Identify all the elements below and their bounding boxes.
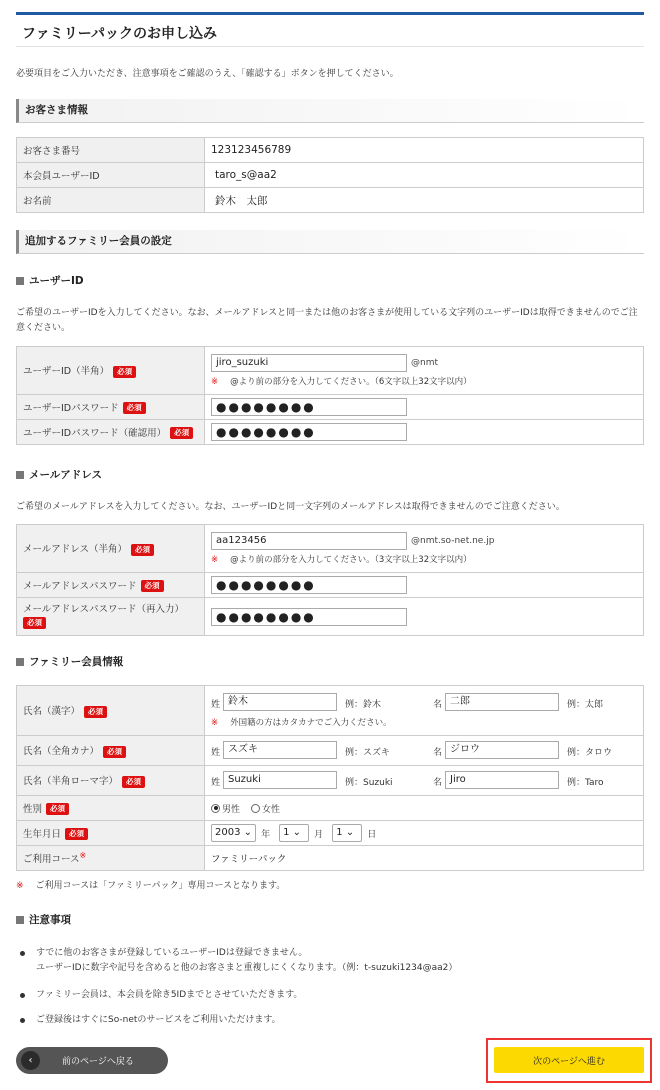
userid-domain-suffix: @nmt — [411, 358, 438, 368]
name-kanji-sei-example: 例：鈴木 — [345, 700, 382, 710]
notice-list — [20, 1013, 640, 1028]
notice-list — [20, 946, 640, 976]
table-row — [17, 420, 644, 445]
page-header — [16, 12, 644, 48]
chevron-down-icon: ⌄ — [292, 827, 302, 838]
birth-year-value: 2003 — [215, 827, 241, 838]
notice-item-1: すでに他のお客さまが登録しているユーザーIDは登録できません。 — [36, 948, 308, 958]
gender-male-label[interactable]: 男性 — [222, 804, 241, 815]
userid-subheading-label: ユーザーID — [29, 275, 84, 287]
birth-month-unit: 月 — [314, 829, 324, 840]
userid-value-cell — [205, 347, 644, 395]
table-row — [17, 163, 644, 188]
gender-female-label[interactable]: 女性 — [262, 804, 281, 815]
course-note — [16, 879, 644, 894]
mail-domain-suffix: @nmt.so-net.ne.jp — [411, 536, 495, 546]
mail-address-value-cell — [205, 525, 644, 573]
required-badge: 必須 — [103, 746, 126, 758]
table-row — [17, 573, 644, 598]
square-bullet-icon — [16, 916, 24, 924]
customer-number-label: お客さま番号 — [17, 138, 205, 163]
birthdate-label: 生年月日 — [23, 828, 62, 840]
course-label-cell — [17, 846, 205, 871]
name-kanji-sei-input[interactable]: 鈴木 — [223, 693, 337, 711]
userid-note-text: @より前の部分を入力してください。（6文字以上32文字以内） — [230, 377, 472, 387]
customer-name-value: 鈴木 太郎 — [205, 188, 644, 213]
header-divider — [16, 46, 644, 47]
userid-label-cell — [17, 347, 205, 395]
list-item — [20, 1013, 640, 1028]
mail-password-cell — [205, 573, 644, 598]
table-row — [17, 347, 644, 395]
customer-number-value: 123123456789 — [205, 138, 644, 163]
required-badge: 必須 — [65, 828, 88, 840]
gender-cell — [205, 796, 644, 821]
required-badge: 必須 — [141, 580, 164, 592]
table-row — [17, 188, 644, 213]
name-roman-sei-example: 例：Suzuki — [345, 777, 393, 788]
table-row — [17, 766, 644, 796]
gender-label-cell — [17, 796, 205, 821]
gender-male-radio[interactable] — [211, 804, 220, 813]
name-kanji-mei-input[interactable]: 二郎 — [445, 693, 559, 711]
section-family-heading: 追加するファミリー会員の設定 — [16, 230, 644, 254]
name-roman-mei-example: 例：Taro — [567, 777, 604, 788]
birth-day-value: 1 — [336, 827, 343, 838]
name-kanji-note-text: 外国籍の方はカタカナでご入力ください。 — [230, 718, 392, 728]
notice-list — [20, 988, 640, 1003]
userid-label: ユーザーID（半角） — [23, 366, 110, 378]
mail-password-confirm-input[interactable]: ●●●●●●●● — [211, 608, 407, 626]
name-kanji-label-cell — [17, 686, 205, 736]
userid-input[interactable]: jiro_suzuki — [211, 354, 407, 372]
sei-label: 姓 — [211, 747, 221, 758]
table-row — [17, 736, 644, 766]
name-kana-sei-example: 例：スズキ — [345, 747, 391, 758]
birth-month-value: 1 — [283, 827, 290, 838]
mail-address-label-cell — [17, 525, 205, 573]
required-badge: 必須 — [113, 366, 136, 378]
userid-password-label: ユーザーIDパスワード — [23, 402, 119, 414]
notice-item-1-detail: ユーザーIDに数字や記号を含めると他のお客さまと重複しにくくなります。（例：t-suzuki1234@aa2） — [36, 963, 458, 973]
course-note-text: ご利用コースは「ファミリーパック」専用コースとなります。 — [35, 881, 286, 891]
name-kana-label: 氏名（全角カナ） — [23, 746, 100, 758]
course-note-mark: ※ — [79, 851, 87, 860]
mail-password-input[interactable]: ●●●●●●●● — [211, 576, 407, 594]
notice-item-2: ファミリー会員は、本会員を除き5IDまでとさせていただきます。 — [36, 990, 303, 1000]
required-badge: 必須 — [84, 706, 107, 718]
mail-password-confirm-cell — [205, 598, 644, 636]
userid-password-label-cell — [17, 395, 205, 420]
mail-note-text: @より前の部分を入力してください。（3文字以上32文字以内） — [230, 555, 472, 565]
userid-password-input[interactable]: ●●●●●●●● — [211, 398, 407, 416]
member-table — [16, 685, 644, 871]
mei-label: 名 — [433, 700, 443, 710]
gender-female-radio[interactable] — [251, 804, 260, 813]
mail-description: ご希望のメールアドレスを入力してください。なお、ユーザーIDと同一文字列のメールアドレスは取得できませんのでご注意ください。 — [16, 502, 565, 512]
sei-label: 姓 — [211, 700, 221, 710]
birth-year-select[interactable] — [211, 824, 256, 842]
table-row — [17, 138, 644, 163]
required-badge: 必須 — [123, 402, 146, 414]
userid-password-confirm-label: ユーザーIDパスワード（確認用） — [23, 427, 167, 439]
name-kanji-cell — [205, 686, 644, 736]
mail-address-label: メールアドレス（半角） — [23, 544, 128, 556]
userid-password-confirm-cell — [205, 420, 644, 445]
name-roman-mei-input[interactable]: Jiro — [445, 771, 559, 789]
name-roman-label-cell — [17, 766, 205, 796]
birth-day-unit: 日 — [367, 829, 377, 840]
name-kana-label-cell — [17, 736, 205, 766]
notice-item-3: ご登録後はすぐにSo-netのサービスをご利用いただけます。 — [36, 1015, 281, 1025]
member-subheading — [16, 654, 123, 669]
required-badge: 必須 — [131, 544, 154, 556]
table-row — [17, 525, 644, 573]
note-mark: ※ — [211, 555, 219, 565]
userid-subheading — [16, 273, 84, 288]
name-kanji-note — [211, 716, 637, 728]
name-roman-sei-input[interactable]: Suzuki — [223, 771, 337, 789]
next-button-highlight — [486, 1038, 652, 1083]
mail-note — [211, 553, 637, 565]
mail-subheading-label: メールアドレス — [29, 469, 102, 481]
table-row — [17, 821, 644, 846]
mei-label: 名 — [433, 747, 443, 758]
mail-password-label-cell — [17, 573, 205, 598]
name-kana-sei-input[interactable]: スズキ — [223, 741, 337, 759]
userid-password-cell — [205, 395, 644, 420]
square-bullet-icon — [16, 471, 24, 479]
birthdate-cell — [205, 821, 644, 846]
mail-password-confirm-label-cell — [17, 598, 205, 636]
sei-label: 姓 — [211, 777, 221, 788]
userid-description: ご希望のユーザーIDを入力してください。なお、メールアドレスと同一または他のお客さまが使用している文字列のユーザーIDは取得できませんのでご注意ください。 — [16, 308, 638, 333]
note-mark: ※ — [211, 377, 219, 387]
back-button-label: 前のページへ戻る — [62, 1057, 134, 1067]
required-badge: 必須 — [170, 427, 193, 439]
mail-table — [16, 524, 644, 636]
gender-label: 性別 — [23, 803, 43, 815]
birth-day-select[interactable] — [332, 824, 362, 842]
table-row — [17, 846, 644, 871]
chevron-down-icon: ⌄ — [243, 827, 253, 838]
note-mark: ※ — [16, 881, 24, 891]
chevron-down-icon: ⌄ — [345, 827, 355, 838]
chevron-left-icon: ‹ — [21, 1051, 40, 1070]
next-button-label: 次のページへ進む — [533, 1056, 605, 1067]
required-badge: 必須 — [23, 617, 46, 629]
name-kana-cell — [205, 736, 644, 766]
square-bullet-icon — [16, 277, 24, 285]
required-badge: 必須 — [46, 803, 69, 815]
birth-year-unit: 年 — [261, 829, 271, 840]
back-button[interactable] — [16, 1047, 168, 1074]
table-row — [17, 395, 644, 420]
birthdate-label-cell — [17, 821, 205, 846]
userid-table — [16, 346, 644, 445]
mail-subheading — [16, 467, 102, 482]
name-roman-cell — [205, 766, 644, 796]
name-kanji-mei-example: 例：太郎 — [567, 700, 604, 710]
name-kana-mei-example: 例：タロウ — [567, 747, 613, 758]
main-userid-value: taro_s@aa2 — [205, 163, 644, 188]
userid-note — [211, 375, 637, 387]
member-subheading-label: ファミリー会員情報 — [29, 656, 124, 668]
name-kana-mei-input[interactable]: ジロウ — [445, 741, 559, 759]
table-row — [17, 686, 644, 736]
mail-password-label: メールアドレスパスワード — [23, 580, 137, 592]
section-customer-heading: お客さま情報 — [16, 99, 644, 123]
notice-subheading-label: 注意事項 — [29, 914, 71, 926]
name-kanji-label: 氏名（漢字） — [23, 706, 81, 718]
userid-password-confirm-label-cell — [17, 420, 205, 445]
course-value: ファミリーパック — [205, 846, 644, 871]
mei-label: 名 — [433, 777, 443, 788]
note-mark: ※ — [211, 718, 219, 728]
userid-password-confirm-input[interactable]: ●●●●●●●● — [211, 423, 407, 441]
table-row — [17, 796, 644, 821]
list-item — [20, 946, 640, 976]
next-button[interactable] — [494, 1047, 644, 1073]
table-row — [17, 598, 644, 636]
mail-password-confirm-label: メールアドレスパスワード（再入力） — [23, 603, 185, 615]
required-badge: 必須 — [122, 776, 145, 788]
birth-month-select[interactable] — [279, 824, 309, 842]
course-label: ご利用コース — [23, 854, 80, 865]
square-bullet-icon — [16, 658, 24, 666]
customer-name-label: お名前 — [17, 188, 205, 213]
customer-info-table — [16, 137, 644, 213]
main-userid-label: 本会員ユーザーID — [17, 163, 205, 188]
page-title: ファミリーパックのお申し込み — [22, 26, 218, 42]
intro-text: 必要項目をご入力いただき、注意事項をご確認のうえ、「確認する」ボタンを押してください。 — [16, 69, 399, 79]
notice-subheading — [16, 912, 71, 927]
list-item — [20, 988, 640, 1003]
mail-address-input[interactable]: aa123456 — [211, 532, 407, 550]
name-roman-label: 氏名（半角ローマ字） — [23, 776, 119, 788]
